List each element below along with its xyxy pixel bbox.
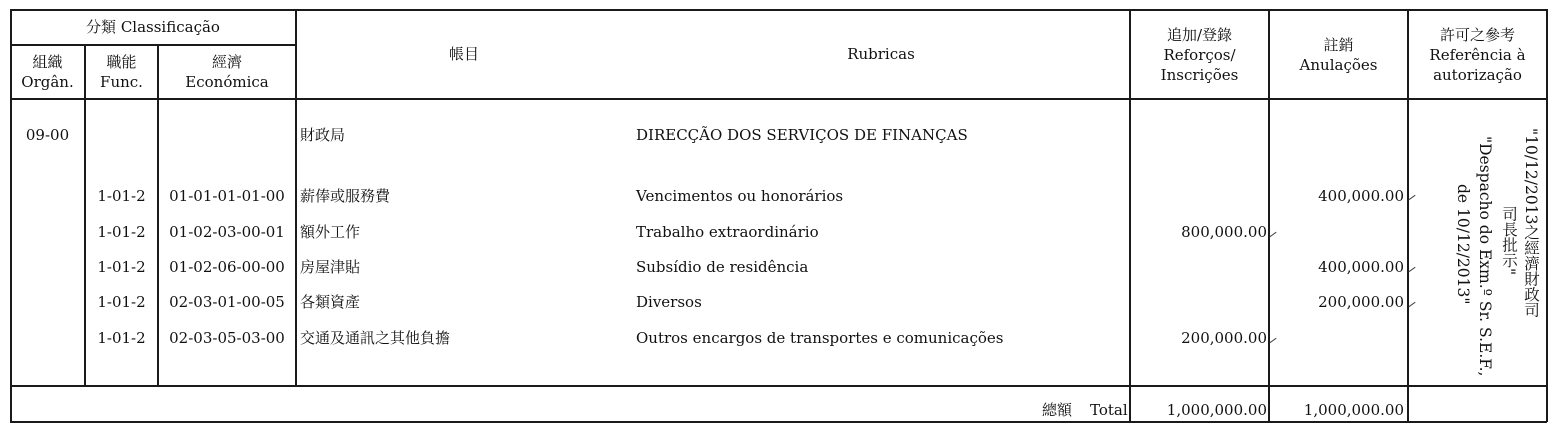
row-econ-code: 01-02-06-00-00 <box>169 258 285 276</box>
check-mark <box>1408 267 1415 272</box>
rule-header-bottom <box>10 98 1547 100</box>
header-rubric-zh: 帳目 <box>448 45 479 63</box>
row-reinforce-amount: 200,000.00 <box>1181 329 1267 347</box>
row-rubric-zh: 交通及通訊之其他負擔 <box>300 329 451 347</box>
check-mark <box>1408 302 1415 307</box>
header-organ-pt: Orgân. <box>21 73 74 91</box>
total-label-zh: 總額 <box>1042 401 1073 419</box>
row-reinforce-amount: 800,000.00 <box>1181 223 1267 241</box>
total-label-pt: Total <box>1090 401 1128 419</box>
header-cancel-zh: 註銷 <box>1323 36 1354 54</box>
check-mark <box>1408 195 1415 200</box>
row-econ-code: 02-03-05-03-00 <box>169 329 285 347</box>
row-rubric-zh: 各類資產 <box>300 293 361 311</box>
row-func-code: 1-01-2 <box>97 187 146 205</box>
header-authorization <box>1408 12 1547 98</box>
row-rubric-zh: 薪俸或服務費 <box>300 187 391 205</box>
header-func-pt: Func. <box>100 73 143 91</box>
row-rubric-pt: Subsídio de residência <box>636 258 809 276</box>
header-econ <box>158 46 296 98</box>
header-rubric-pt: Rubricas <box>847 45 915 63</box>
row-func-code: 1-01-2 <box>97 329 146 347</box>
authorization-reference <box>1420 128 1546 378</box>
row-rubric-pt: Trabalho extraordinário <box>636 223 819 241</box>
authorization-pt-line2: de 10/12/2013" <box>1454 184 1472 305</box>
department-organ-code: 09-00 <box>25 126 70 144</box>
header-auth-zh: 許可之參考 <box>1439 26 1515 44</box>
header-organ-zh: 組織 <box>32 53 63 71</box>
row-rubric-zh: 額外工作 <box>300 223 361 241</box>
header-cancel-pt: Anulações <box>1299 56 1378 74</box>
header-reinforce-pt2: Inscrições <box>1160 66 1239 84</box>
header-reinforce-pt1: Reforços/ <box>1163 46 1236 64</box>
header-func <box>85 46 158 98</box>
check-mark <box>1269 232 1276 237</box>
row-func-code: 1-01-2 <box>97 223 146 241</box>
row-econ-code: 01-02-03-00-01 <box>169 223 285 241</box>
header-econ-zh: 經濟 <box>211 53 242 71</box>
header-reinforce-zh: 追加/登錄 <box>1166 26 1233 44</box>
header-cancel <box>1269 12 1408 98</box>
row-cancel-amount: 400,000.00 <box>1318 258 1404 276</box>
authorization-pt-line1: "Despacho do Exm.º Sr. S.E.F., <box>1476 136 1494 377</box>
header-func-zh: 職能 <box>106 53 137 71</box>
header-reinforce <box>1130 12 1269 98</box>
row-func-code: 1-01-2 <box>97 258 146 276</box>
header-classification: 分類 Classificação <box>86 18 220 36</box>
rule-top <box>10 9 1547 11</box>
authorization-zh-line2: 司長批示" <box>1500 206 1518 276</box>
header-auth-pt2: autorização <box>1433 66 1522 84</box>
row-func-code: 1-01-2 <box>97 293 146 311</box>
row-rubric-pt: Diversos <box>636 293 702 311</box>
authorization-zh-line1: "10/12/2013之經濟財政司 <box>1522 128 1540 318</box>
department-name-pt: DIRECÇÃO DOS SERVIÇOS DE FINANÇAS <box>636 126 968 144</box>
header-organ <box>10 46 85 98</box>
header-auth-pt1: Referência à <box>1429 46 1526 64</box>
rule-bottom <box>10 421 1547 423</box>
rule-body-bottom <box>10 385 1547 387</box>
check-mark <box>1269 338 1276 343</box>
department-name-zh: 財政局 <box>300 126 346 144</box>
row-rubric-pt: Vencimentos ou honorários <box>636 187 844 205</box>
header-econ-pt: Económica <box>185 73 269 91</box>
row-rubric-zh: 房屋津貼 <box>300 258 361 276</box>
row-cancel-amount: 200,000.00 <box>1318 293 1404 311</box>
total-reinforce-amount: 1,000,000.00 <box>1166 401 1267 419</box>
total-cancel-amount: 1,000,000.00 <box>1303 401 1404 419</box>
row-econ-code: 01-01-01-01-00 <box>169 187 285 205</box>
row-rubric-pt: Outros encargos de transportes e comunicações <box>636 329 1004 347</box>
row-econ-code: 02-03-01-00-05 <box>169 293 285 311</box>
row-cancel-amount: 400,000.00 <box>1318 187 1404 205</box>
